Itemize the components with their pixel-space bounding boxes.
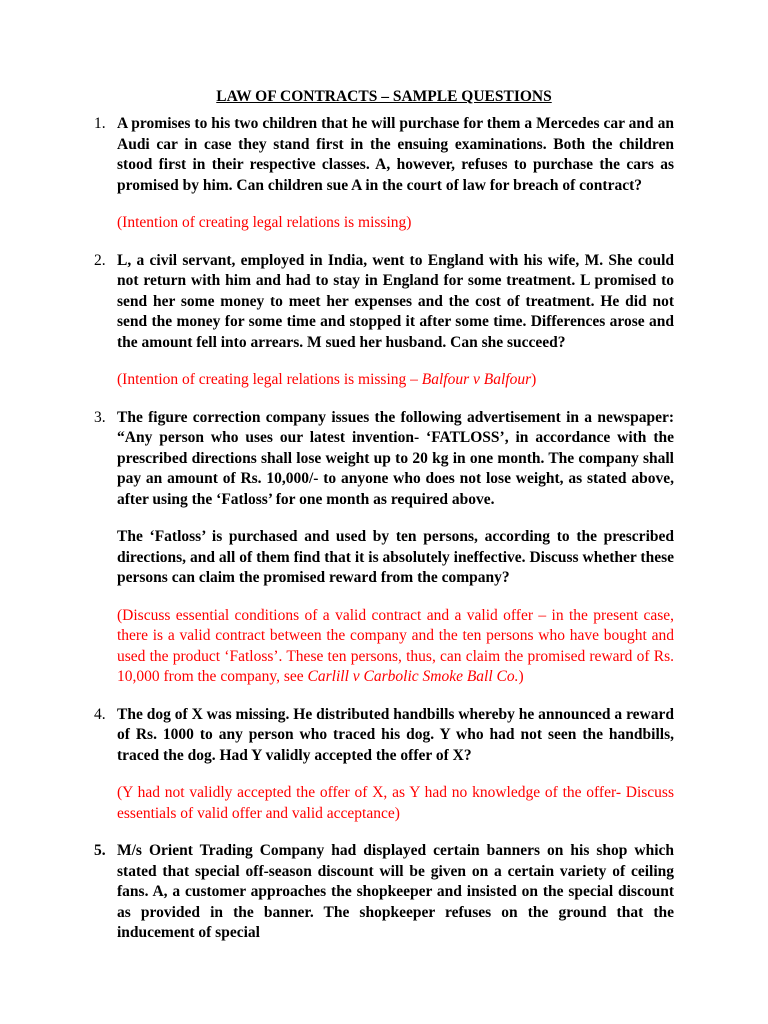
question-text: M/s Orient Trading Company had displayed certain banners on his shop which stated that special off-season discount will be given on a certain variety of ceiling fans. A, a customer approaches the shopkeeper and insisted on the special discount as provided in the banner. The shopkeeper refuses on the ground that the inducement of special <box>117 842 674 941</box>
case-citation: Balfour v Balfour <box>421 371 532 388</box>
answer-close: ) <box>531 371 537 388</box>
answer-text: (Intention of creating legal relations is missing – <box>117 371 422 388</box>
question-item-4 <box>80 705 674 825</box>
answer-hint: (Y had not validly accepted the offer of X, as Y had no knowledge of the offer- Discuss essentials of valid offer and valid acceptance) <box>117 784 674 822</box>
question-text: L, a civil servant, employed in India, went to England with his wife, M. She could not return with him and had to stay in England for some treatment. L promised to send her some money to meet her expenses and the cost of treatment. He did not send the money for some time and stopped it after some time. Differences arose and the amount fell into arrears. M sued her husband. Can she succeed? <box>117 251 674 351</box>
answer-hint <box>117 606 674 688</box>
question-text-continued: The ‘Fatloss’ is purchased and used by ten persons, according to the prescribed directions, and all of them find that it is absolutely ineffective. Discuss whether these persons can claim the promised reward from the company? <box>117 528 674 586</box>
question-text: The figure correction company issues the following advertisement in a newspaper: “Any person who uses our latest invention- ‘FATLOSS’, in accordance with the prescribed directions shall lose weight up to 20 kg in one month. The company shall pay an amount of Rs. 10,000/- to anyone who does not lose weight, as stated above, after using the ‘Fatloss’ for one month as required above. <box>117 408 674 508</box>
question-number: 3. <box>94 408 106 426</box>
document-title: LAW OF CONTRACTS – SAMPLE QUESTIONS <box>216 88 552 105</box>
question-list <box>80 114 674 944</box>
question-item-1 <box>80 114 674 234</box>
answer-text: (Discuss essential conditions of a valid contract and a valid offer – in the present case, there is a valid contract between the company and the ten persons who have bought and used the product ‘Fatloss’. These ten persons, thus, can claim the promised reward of Rs. 10,000 from the company, see <box>117 606 674 685</box>
question-item-5 <box>80 841 674 944</box>
answer-hint <box>117 370 674 391</box>
question-number: 5. <box>94 842 106 859</box>
question-number: 1. <box>94 115 106 132</box>
case-citation: Carlill v Carbolic Smoke Ball Co. <box>307 668 519 685</box>
question-item-3 <box>80 408 674 688</box>
question-text: A promises to his two children that he will purchase for them a Mercedes car and an Audi car in case they stand first in the ensuing examinations. Both the children stood first in their respective classes. A, however, refuses to purchase the cars as promised by him. Can children sue A in the court of law for breach of contract? <box>117 115 674 194</box>
answer-close: ) <box>518 668 524 685</box>
answer-hint: (Intention of creating legal relations is missing) <box>117 214 412 231</box>
question-number: 2. <box>94 251 106 269</box>
question-text: The dog of X was missing. He distributed handbills whereby he announced a reward of Rs. 1000 to any person who traced his dog. Y who had not seen the handbills, traced the dog. Had Y validly accepted the offer of X? <box>117 705 674 764</box>
question-item-2 <box>80 251 674 391</box>
question-number: 4. <box>94 705 106 723</box>
